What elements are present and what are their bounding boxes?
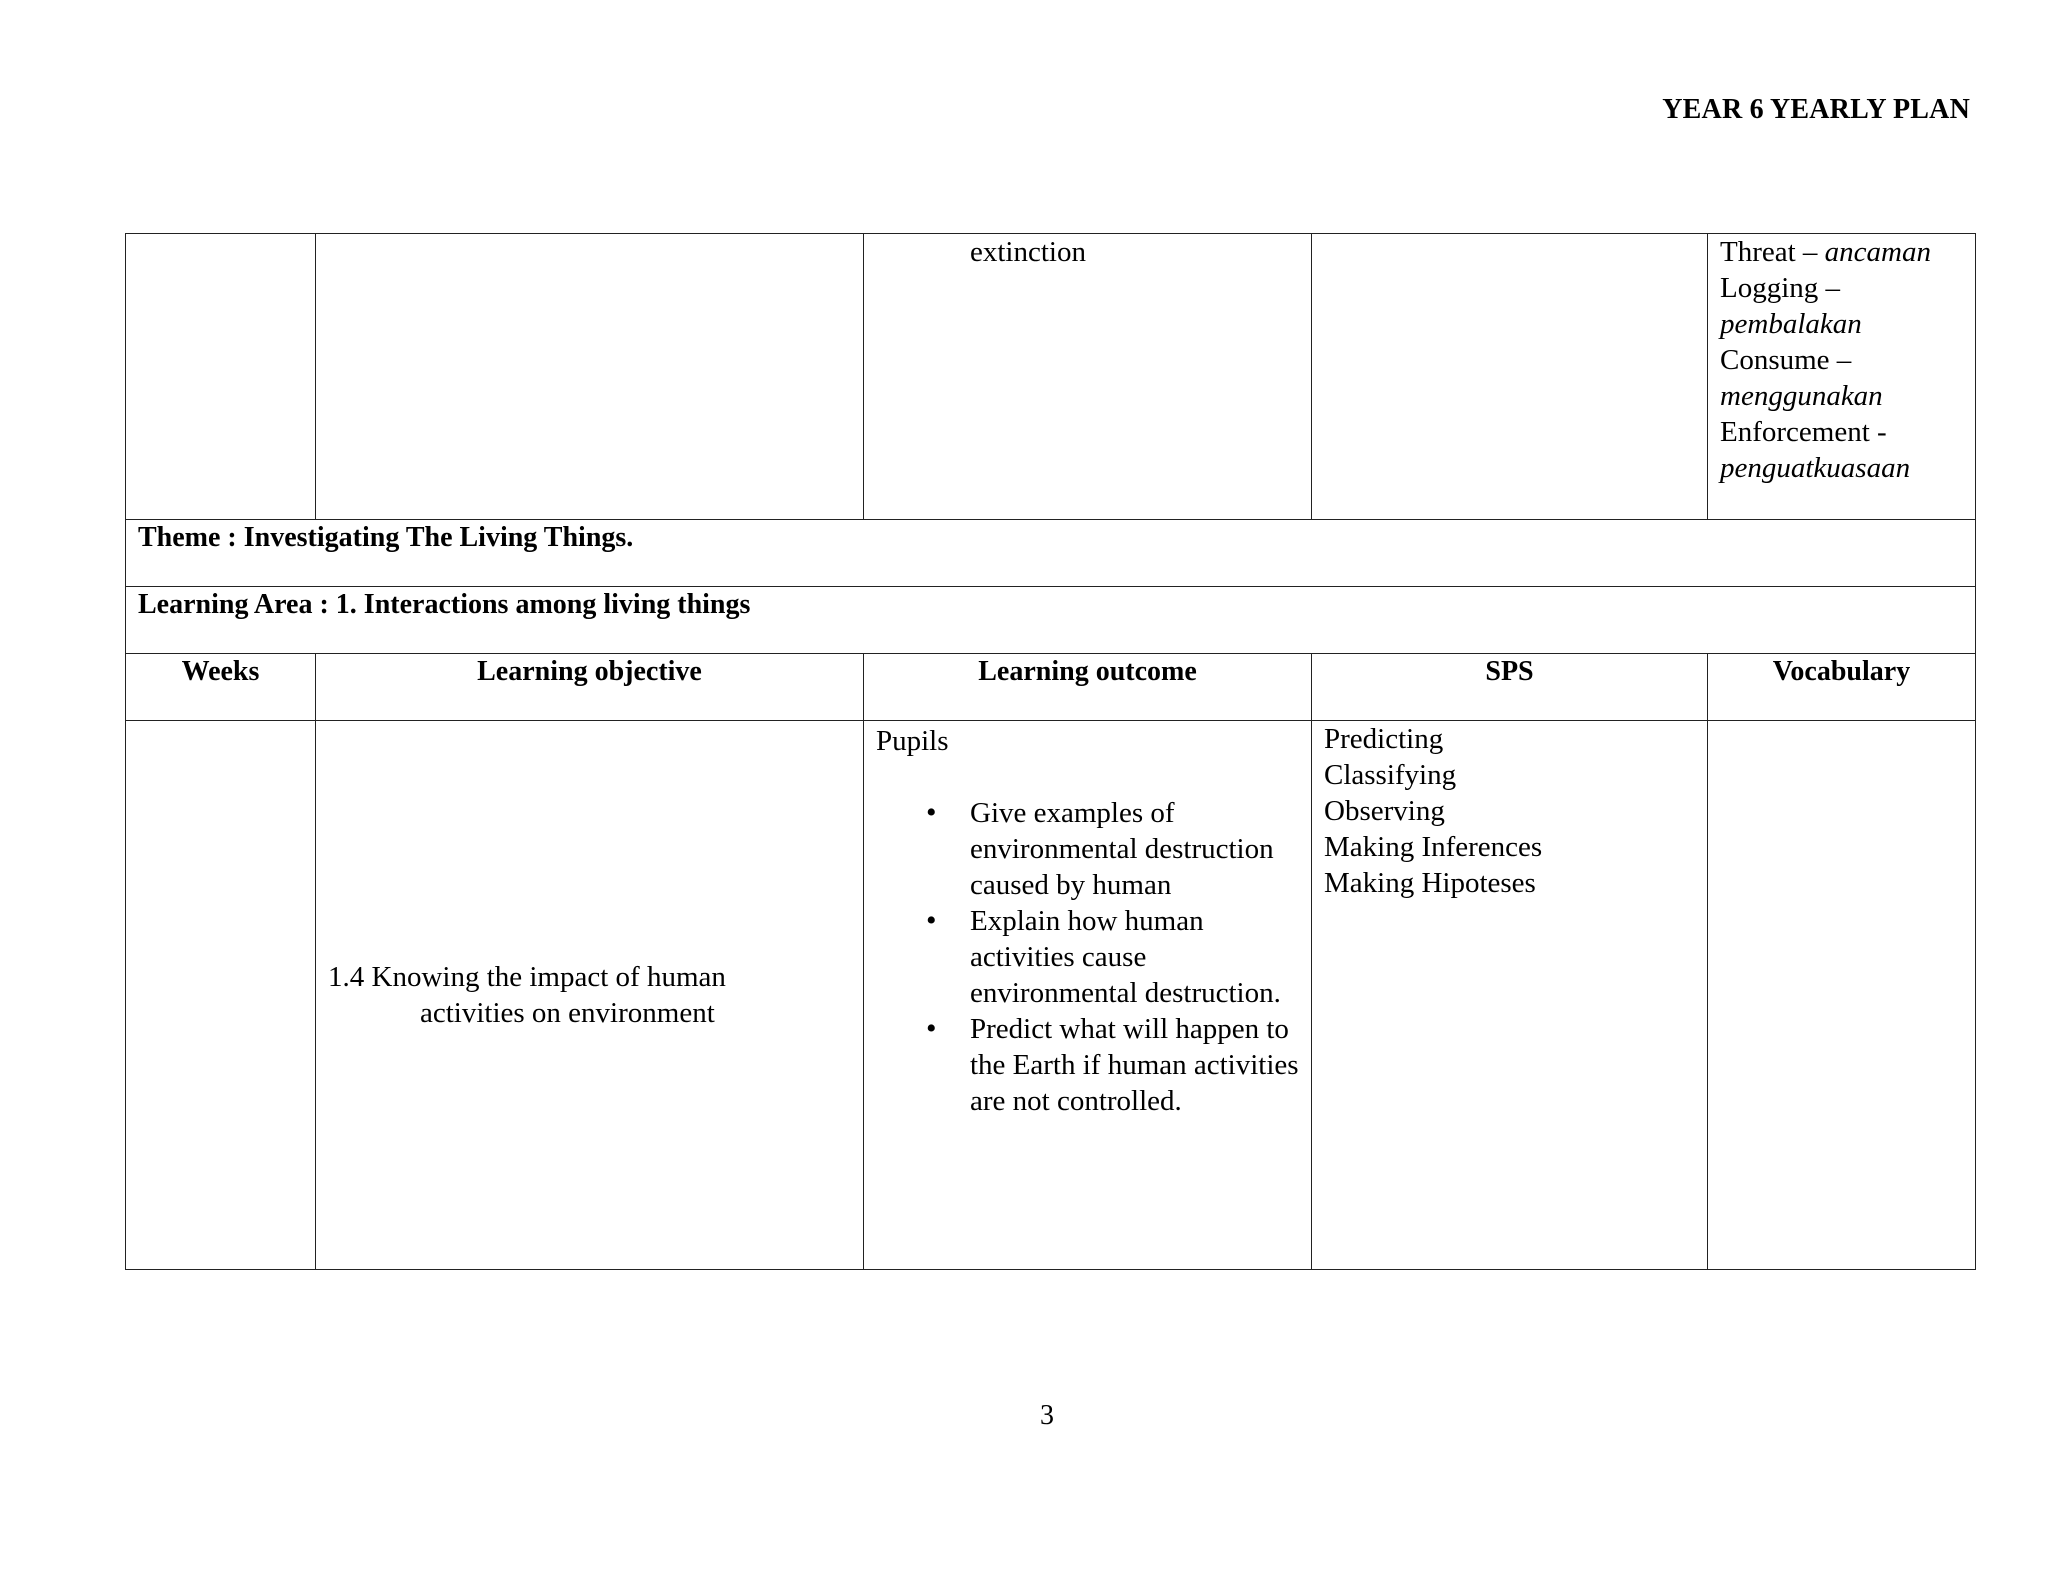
vocab-line: Logging – bbox=[1720, 272, 1841, 304]
objective-line: activities on environment bbox=[420, 997, 715, 1029]
vocab-line: penguatkuasaan bbox=[1720, 452, 1911, 484]
learning-area-row bbox=[126, 587, 1976, 654]
list-item: • Explain how human activities cause environmental destruction. bbox=[926, 904, 1281, 1009]
objective-cell bbox=[316, 234, 864, 520]
column-header-vocabulary: Vocabulary bbox=[1708, 654, 1976, 721]
bullet-icon: • bbox=[926, 904, 937, 937]
sps-item: Observing bbox=[1324, 795, 1445, 827]
vocab-line: pembalakan bbox=[1720, 308, 1862, 340]
page-number: 3 bbox=[1040, 1400, 1054, 1431]
list-item: • Predict what will happen to the Earth if human activities are not controlled. bbox=[926, 1012, 1299, 1117]
table-row bbox=[126, 721, 1976, 1270]
column-header-learning-objective: Learning objective bbox=[316, 654, 864, 721]
page-header-title: YEAR 6 YEARLY PLAN bbox=[1662, 94, 1970, 125]
sps-cell bbox=[1312, 721, 1708, 1270]
sps-item: Making Hipoteses bbox=[1324, 867, 1536, 899]
weeks-cell bbox=[126, 721, 316, 1270]
continuation-row bbox=[126, 234, 1976, 520]
learning-outcome-cell bbox=[864, 721, 1312, 1270]
theme-text: Theme : Investigating The Living Things. bbox=[126, 520, 1976, 587]
weeks-cell bbox=[126, 234, 316, 520]
column-header-learning-outcome: Learning outcome bbox=[864, 654, 1312, 721]
yearly-plan-table bbox=[125, 233, 1976, 1270]
vocab-line: Enforcement - bbox=[1720, 416, 1887, 448]
outcome-intro: Pupils bbox=[876, 725, 949, 757]
column-header-sps: SPS bbox=[1312, 654, 1708, 721]
column-header-row bbox=[126, 654, 1976, 721]
theme-row bbox=[126, 520, 1976, 587]
outcome-list bbox=[876, 795, 1299, 1119]
vocabulary-cell bbox=[1708, 721, 1976, 1270]
learning-area-text: Learning Area : 1. Interactions among living things bbox=[126, 587, 1976, 654]
bullet-icon: • bbox=[926, 1012, 937, 1045]
learning-objective-cell bbox=[316, 721, 864, 1270]
sps-item: Making Inferences bbox=[1324, 831, 1543, 863]
sps-item: Predicting bbox=[1324, 723, 1444, 755]
vocab-line: menggunakan bbox=[1720, 380, 1883, 412]
vocab-line: Threat – ancaman bbox=[1720, 236, 1931, 268]
sps-cell bbox=[1312, 234, 1708, 520]
objective-line: 1.4 Knowing the impact of human bbox=[328, 961, 726, 993]
bullet-icon: • bbox=[926, 796, 937, 829]
vocabulary-cell bbox=[1708, 234, 1976, 520]
column-header-weeks: Weeks bbox=[126, 654, 316, 721]
outcome-cell: extinction bbox=[864, 234, 1312, 520]
vocab-line: Consume – bbox=[1720, 344, 1852, 376]
sps-item: Classifying bbox=[1324, 759, 1457, 791]
list-item: • Give examples of environmental destruction caused by human bbox=[926, 796, 1274, 901]
